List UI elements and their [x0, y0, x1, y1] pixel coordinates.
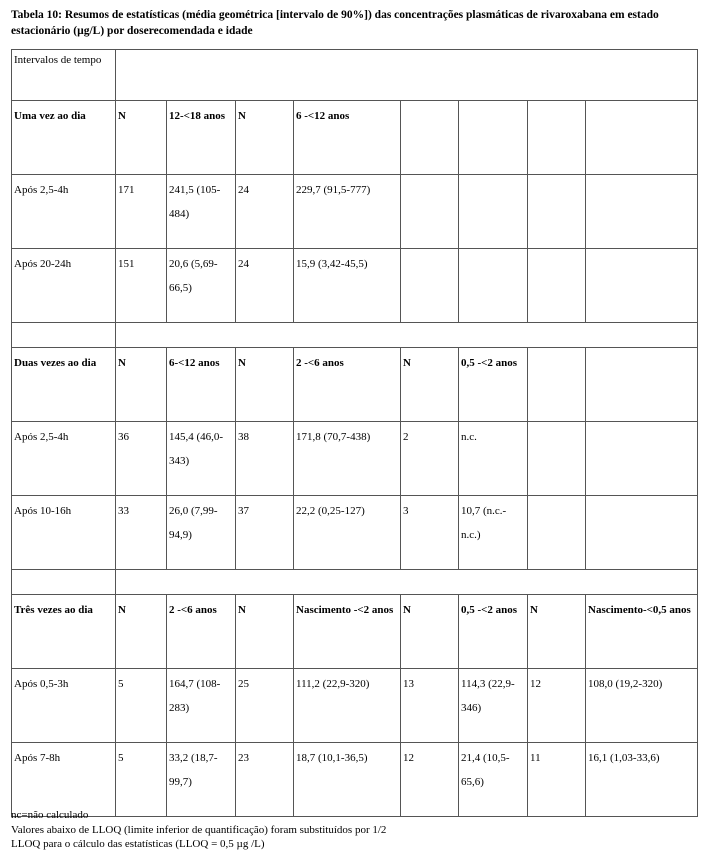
column-header: N: [236, 595, 294, 669]
column-header: Nascimento -<2 anos: [294, 595, 401, 669]
table-row: [12, 175, 698, 249]
footnote-line: nc=não calculado: [11, 809, 89, 821]
table-cell: 5: [116, 743, 167, 817]
table-cell: 151: [116, 249, 167, 323]
spacer-row: [12, 323, 698, 348]
column-header: N: [116, 101, 167, 175]
column-header: 0,5 -<2 anos: [459, 348, 528, 422]
column-header: 2 -<6 anos: [167, 595, 236, 669]
table-cell: 20,6 (5,69-66,5): [167, 249, 236, 323]
table-cell: 108,0 (19,2-320): [586, 669, 698, 743]
header-row: [12, 50, 698, 101]
column-header: N: [401, 595, 459, 669]
table-cell: 37: [236, 496, 294, 570]
table-cell: [586, 249, 698, 323]
table-cell: 5: [116, 669, 167, 743]
table-cell: 24: [236, 175, 294, 249]
footnote-line: LLOQ para o cálculo das estatísticas (LLOQ = 0,5 µg /L): [11, 838, 265, 850]
table-row: [12, 669, 698, 743]
table-cell: [528, 422, 586, 496]
table-cell: [586, 496, 698, 570]
table-cell: 21,4 (10,5-65,6): [459, 743, 528, 817]
table-cell: [528, 496, 586, 570]
table-cell: 171: [116, 175, 167, 249]
row-label: Após 10-16h: [12, 496, 116, 570]
table-cell: 171,8 (70,7-438): [294, 422, 401, 496]
table-cell: 33,2 (18,7-99,7): [167, 743, 236, 817]
spacer-cell: [12, 323, 116, 348]
table-cell: n.c.: [459, 422, 528, 496]
group-header-row: [12, 348, 698, 422]
table-cell: [401, 175, 459, 249]
footnotes: [11, 808, 703, 852]
column-header: N: [236, 348, 294, 422]
table-cell: 33: [116, 496, 167, 570]
table-row: [12, 422, 698, 496]
row-label: Após 2,5-4h: [12, 422, 116, 496]
row-label: Após 0,5-3h: [12, 669, 116, 743]
group-header-row: [12, 595, 698, 669]
table-cell: 13: [401, 669, 459, 743]
table-cell: 145,4 (46,0-343): [167, 422, 236, 496]
table-cell: 24: [236, 249, 294, 323]
table-row: [12, 743, 698, 817]
table-cell: 11: [528, 743, 586, 817]
table-cell: [528, 175, 586, 249]
table-cell: 15,9 (3,42-45,5): [294, 249, 401, 323]
table-cell: 26,0 (7,99-94,9): [167, 496, 236, 570]
spacer-row: [12, 570, 698, 595]
column-header: [528, 348, 586, 422]
table-cell: [528, 249, 586, 323]
header-time-intervals: Intervalos de tempo: [12, 50, 116, 101]
table-cell: 2: [401, 422, 459, 496]
row-label: Após 2,5-4h: [12, 175, 116, 249]
row-label: Após 7-8h: [12, 743, 116, 817]
table-cell: [401, 249, 459, 323]
table-cell: 164,7 (108-283): [167, 669, 236, 743]
table-cell: 114,3 (22,9-346): [459, 669, 528, 743]
table-cell: 12: [401, 743, 459, 817]
spacer-cell: [12, 570, 116, 595]
table-cell: 229,7 (91,5-777): [294, 175, 401, 249]
group-header-row: [12, 101, 698, 175]
column-header: [401, 101, 459, 175]
table-cell: [459, 175, 528, 249]
table-caption: Tabela 10: Resumos de estatísticas (média geométrica [intervalo de 90%]) das concentrações plasmáticas de rivaroxabana em estado estacionário (µg/L) por doserecomendada e idade: [11, 9, 659, 37]
table-row: [12, 496, 698, 570]
table-cell: [586, 422, 698, 496]
table-cell: 10,7 (n.c.-n.c.): [459, 496, 528, 570]
table-cell: 12: [528, 669, 586, 743]
table-cell: 241,5 (105-484): [167, 175, 236, 249]
column-header: N: [116, 348, 167, 422]
table-cell: 18,7 (10,1-36,5): [294, 743, 401, 817]
column-header: N: [236, 101, 294, 175]
table-cell: 23: [236, 743, 294, 817]
column-header: [586, 101, 698, 175]
column-header: N: [528, 595, 586, 669]
table-cell: 111,2 (22,9-320): [294, 669, 401, 743]
column-header: [459, 101, 528, 175]
column-header: [586, 348, 698, 422]
column-header: 12-<18 anos: [167, 101, 236, 175]
group-label: Três vezes ao dia: [12, 595, 116, 669]
column-header: Nascimento-<0,5 anos: [586, 595, 698, 669]
table-cell: [586, 175, 698, 249]
table-cell: 38: [236, 422, 294, 496]
table-row: [12, 249, 698, 323]
column-header: [528, 101, 586, 175]
column-header: 6 -<12 anos: [294, 101, 401, 175]
group-label: Duas vezes ao dia: [12, 348, 116, 422]
spacer-cell: [116, 570, 698, 595]
column-header: N: [401, 348, 459, 422]
spacer-cell: [116, 323, 698, 348]
table-cell: 22,2 (0,25-127): [294, 496, 401, 570]
column-header: 0,5 -<2 anos: [459, 595, 528, 669]
group-label: Uma vez ao dia: [12, 101, 116, 175]
row-label: Após 20-24h: [12, 249, 116, 323]
header-blank: [116, 50, 698, 101]
table-cell: [459, 249, 528, 323]
table-cell: 36: [116, 422, 167, 496]
table-cell: 25: [236, 669, 294, 743]
column-header: 6-<12 anos: [167, 348, 236, 422]
table-cell: 16,1 (1,03-33,6): [586, 743, 698, 817]
column-header: N: [116, 595, 167, 669]
footnote-line: Valores abaixo de LLOQ (limite inferior de quantificação) foram substituídos por 1/2: [11, 823, 387, 836]
statistics-table: [11, 49, 698, 817]
column-header: 2 -<6 anos: [294, 348, 401, 422]
table-cell: 3: [401, 496, 459, 570]
